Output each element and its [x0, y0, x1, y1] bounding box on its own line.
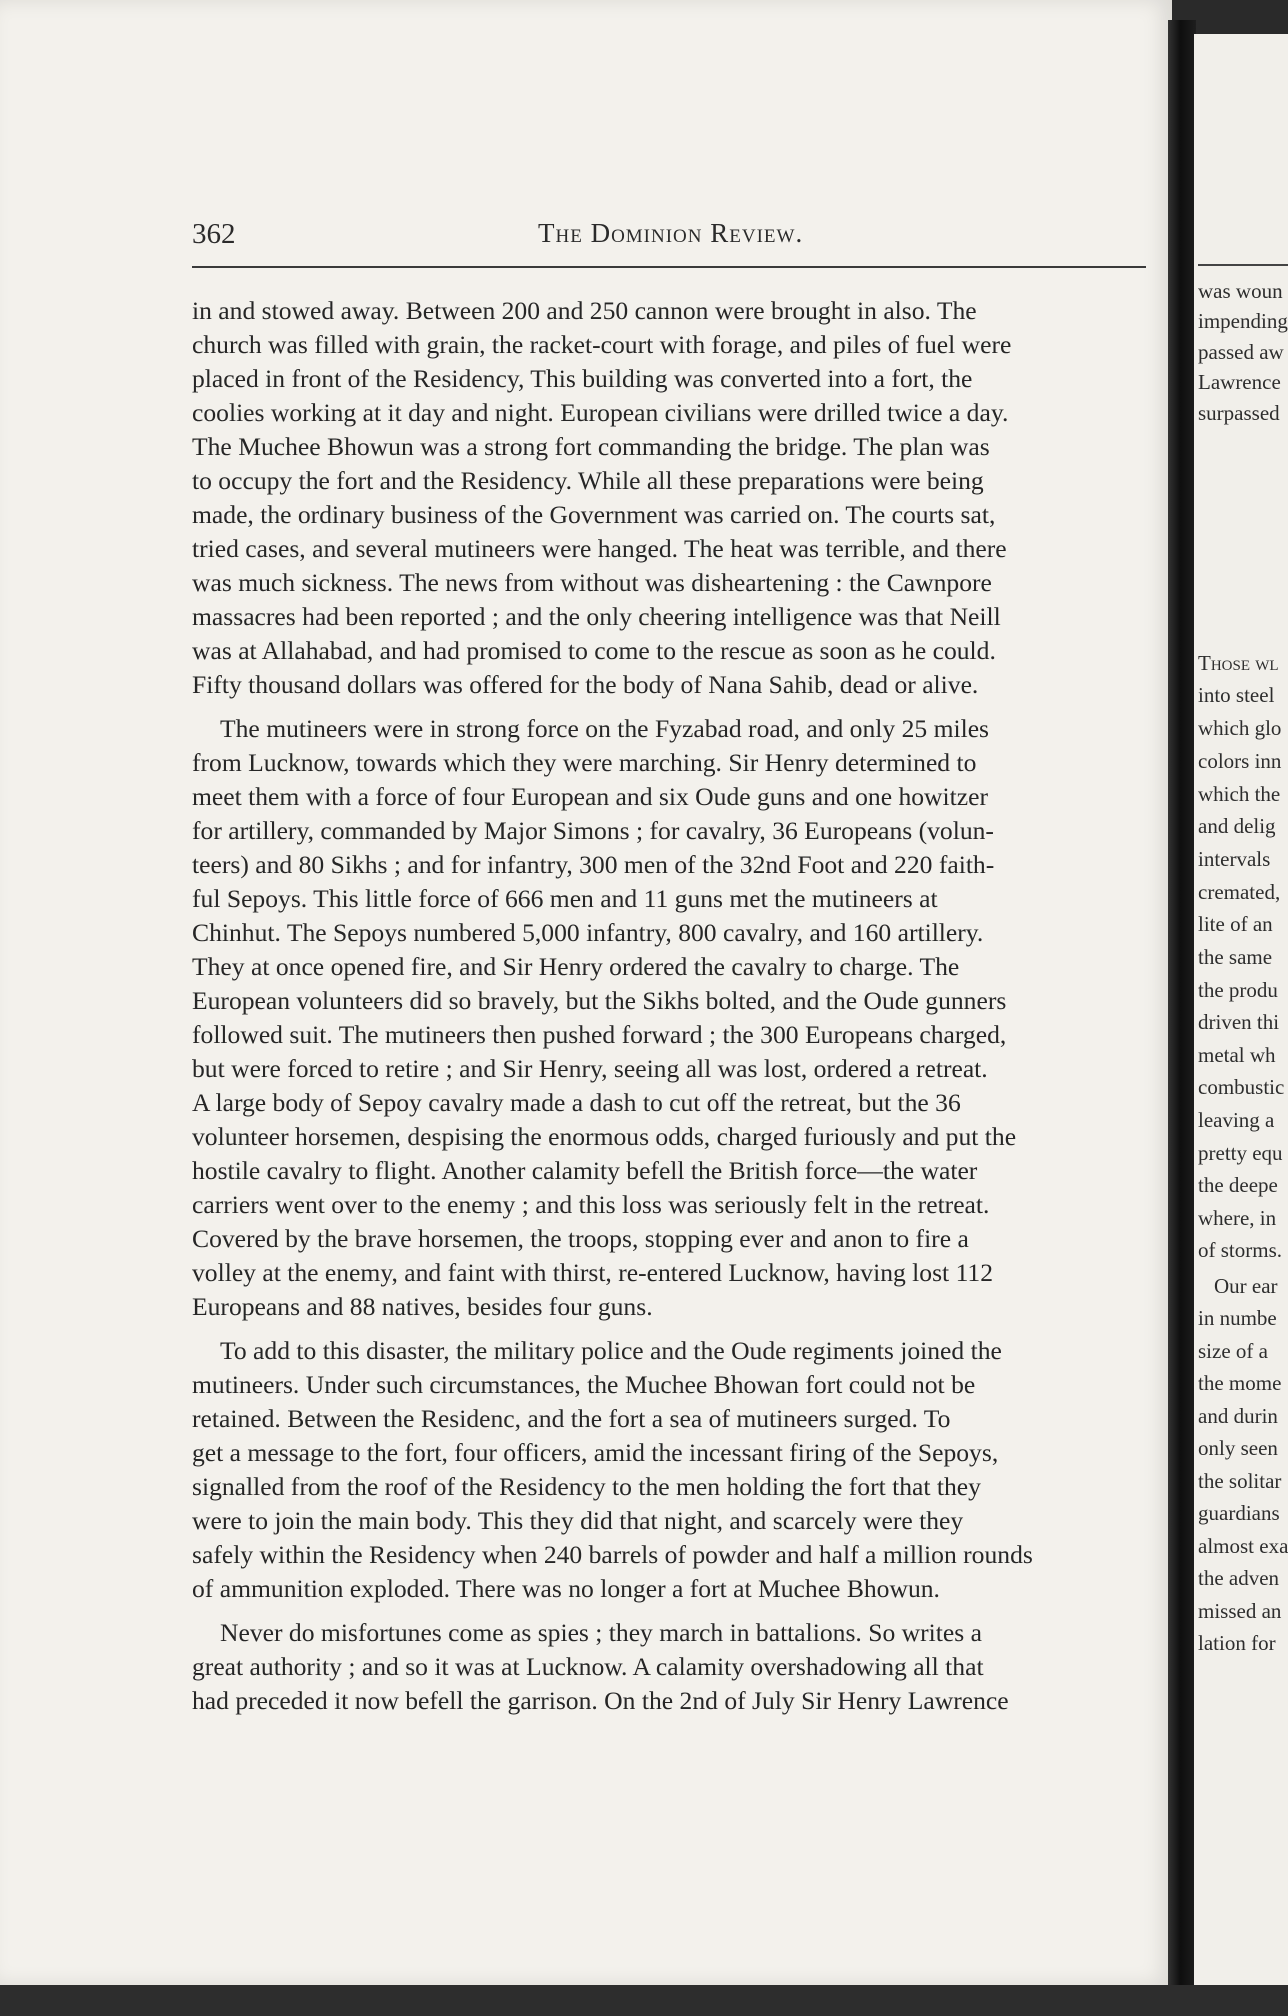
- text-line: great authority ; and so it was at Lucknow. A calamity overshadowing all that: [192, 1652, 984, 1681]
- text-line: to occupy the fort and the Residency. While all these preparations were being: [192, 466, 984, 495]
- text-fragment: the deepe: [1198, 1173, 1278, 1197]
- text-line: The Muchee Bhowun was a strong fort commanding the bridge. The plan was: [192, 432, 990, 461]
- text-line: placed in front of the Residency, This building was converted into a fort, the: [192, 364, 973, 393]
- text-fragment: was woun: [1198, 279, 1283, 303]
- paragraph-gap: [192, 1606, 1168, 1616]
- text-line: meet them with a force of four European and six Oude guns and one howitzer: [192, 782, 988, 811]
- text-fragment: surpassed: [1198, 401, 1280, 425]
- text-fragment: the adven: [1198, 1566, 1280, 1590]
- text-fragment: almost exa: [1198, 1534, 1288, 1558]
- text-fragment: size of a: [1198, 1339, 1268, 1363]
- text-fragment: in numbe: [1198, 1306, 1277, 1330]
- text-fragment: into steel: [1198, 683, 1275, 707]
- text-fragment: metal wh: [1198, 1043, 1276, 1067]
- text-fragment: impending: [1198, 309, 1288, 333]
- text-line: carriers went over to the enemy ; and this loss was seriously felt in the retreat.: [192, 1190, 990, 1219]
- text-line: was at Allahabad, and had promised to come to the rescue as soon as he could.: [192, 636, 996, 665]
- text-fragment: leaving a: [1198, 1108, 1275, 1132]
- text-fragment: and delig: [1198, 814, 1276, 838]
- text-line: The mutineers were in strong force on the Fyzabad road, and only 25 miles: [220, 714, 990, 743]
- text-fragment: which glo: [1198, 716, 1282, 740]
- text-line: in and stowed away. Between 200 and 250 cannon were brought in also. The: [192, 296, 977, 325]
- text-line: hostile cavalry to flight. Another calamity befell the British force—the water: [192, 1156, 978, 1185]
- text-line: was much sickness. The news from without was disheartening : the Cawnpore: [192, 568, 992, 597]
- header-rule: [192, 266, 1146, 268]
- text-fragment: the same: [1198, 945, 1273, 969]
- text-line: church was filled with grain, the racket-court with forage, and piles of fuel were: [192, 330, 1012, 359]
- text-line: but were forced to retire ; and Sir Henry, seeing all was lost, ordered a retreat.: [192, 1054, 988, 1083]
- right-page-edge: [1194, 34, 1288, 1996]
- text-fragment: pretty equ: [1198, 1141, 1283, 1165]
- text-line: Fifty thousand dollars was offered for the body of Nana Sahib, dead or alive.: [192, 670, 979, 699]
- text-line: Europeans and 88 natives, besides four guns.: [192, 1292, 653, 1321]
- body-text: [192, 294, 1168, 1718]
- text-line: Never do misfortunes come as spies ; they march in battalions. So writes a: [220, 1618, 982, 1647]
- text-fragment: of storms.: [1198, 1238, 1282, 1262]
- text-fragment: missed an: [1198, 1599, 1282, 1623]
- right-header-rule: [1198, 264, 1288, 266]
- text-fragment: Those wl: [1198, 651, 1279, 675]
- text-fragment: and durin: [1198, 1404, 1278, 1428]
- text-line: To add to this disaster, the military police and the Oude regiments joined the: [220, 1336, 1002, 1365]
- text-line: Chinhut. The Sepoys numbered 5,000 infantry, 800 cavalry, and 160 artillery.: [192, 918, 984, 947]
- text-line: safely within the Residency when 240 barrels of powder and half a million rounds: [192, 1540, 1033, 1569]
- book-gutter: [1168, 20, 1196, 2005]
- text-line: tried cases, and several mutineers were hanged. The heat was terrible, and there: [192, 534, 1007, 563]
- text-fragment: intervals: [1198, 847, 1271, 871]
- text-line: retained. Between the Residenc, and the fort a sea of mutineers surged. To: [192, 1404, 951, 1433]
- text-line: They at once opened fire, and Sir Henry ordered the cavalry to charge. The: [192, 952, 960, 981]
- text-fragment: where, in: [1198, 1206, 1277, 1230]
- text-line: mutineers. Under such circumstances, the Muchee Bhowan fort could not be: [192, 1370, 976, 1399]
- page-number: 362: [192, 218, 236, 250]
- text-line: of ammunition exploded. There was no longer a fort at Muchee Bhowun.: [192, 1574, 940, 1603]
- text-line: Covered by the brave horsemen, the troops, stopping ever and anon to fire a: [192, 1224, 969, 1253]
- paragraph-gap: [192, 1324, 1168, 1334]
- text-fragment: which the: [1198, 782, 1281, 806]
- text-line: ful Sepoys. This little force of 666 men and 11 guns met the mutineers at: [192, 884, 938, 913]
- text-line: coolies working at it day and night. European civilians were drilled twice a day.: [192, 398, 1009, 427]
- text-line: European volunteers did so bravely, but the Sikhs bolted, and the Oude gunners: [192, 986, 1007, 1015]
- text-line: followed suit. The mutineers then pushed forward ; the 300 Europeans charged,: [192, 1020, 1007, 1049]
- scan-bottom-edge: [0, 1985, 1288, 2016]
- text-fragment: lation for: [1198, 1631, 1276, 1655]
- text-fragment: colors inn: [1198, 749, 1282, 773]
- text-line: had preceded it now befell the garrison. On the 2nd of July Sir Henry Lawrence: [192, 1686, 1009, 1715]
- text-fragment: cremated,: [1198, 880, 1281, 904]
- text-line: teers) and 80 Sikhs ; and for infantry, 300 men of the 32nd Foot and 220 faith-: [192, 850, 995, 879]
- text-line: get a message to the fort, four officers, amid the incessant firing of the Sepoys,: [192, 1438, 999, 1467]
- text-fragment: the solitar: [1198, 1469, 1282, 1493]
- text-fragment: only seen: [1198, 1436, 1278, 1460]
- text-fragment: the mome: [1198, 1371, 1282, 1395]
- text-line: for artillery, commanded by Major Simons ; for cavalry, 36 Europeans (volun-: [192, 816, 994, 845]
- running-head: The Dominion Review.: [538, 218, 804, 248]
- text-line: signalled from the roof of the Residency to the men holding the fort that they: [192, 1472, 981, 1501]
- text-fragment: combustic: [1198, 1075, 1285, 1099]
- text-fragment: driven thi: [1198, 1010, 1280, 1034]
- text-fragment: Our ear: [1214, 1274, 1278, 1298]
- text-fragment: the produ: [1198, 978, 1278, 1002]
- text-line: were to join the main body. This they did that night, and scarcely were they: [192, 1506, 964, 1535]
- text-line: made, the ordinary business of the Government was carried on. The courts sat,: [192, 500, 996, 529]
- text-fragment: lite of an: [1198, 912, 1273, 936]
- text-fragment: Lawrence: [1198, 370, 1281, 394]
- paragraph-gap: [192, 702, 1168, 712]
- text-line: A large body of Sepoy cavalry made a dash to cut off the retreat, but the 36: [192, 1088, 961, 1117]
- text-fragment: passed aw: [1198, 340, 1284, 364]
- text-line: massacres had been reported ; and the only cheering intelligence was that Neill: [192, 602, 1001, 631]
- text-line: volunteer horsemen, despising the enormous odds, charged furiously and put the: [192, 1122, 1017, 1151]
- text-line: from Lucknow, towards which they were marching. Sir Henry determined to: [192, 748, 977, 777]
- page-header: [192, 218, 1144, 258]
- text-line: volley at the enemy, and faint with thirst, re-entered Lucknow, having lost 112: [192, 1258, 994, 1287]
- text-fragment: guardians: [1198, 1501, 1280, 1525]
